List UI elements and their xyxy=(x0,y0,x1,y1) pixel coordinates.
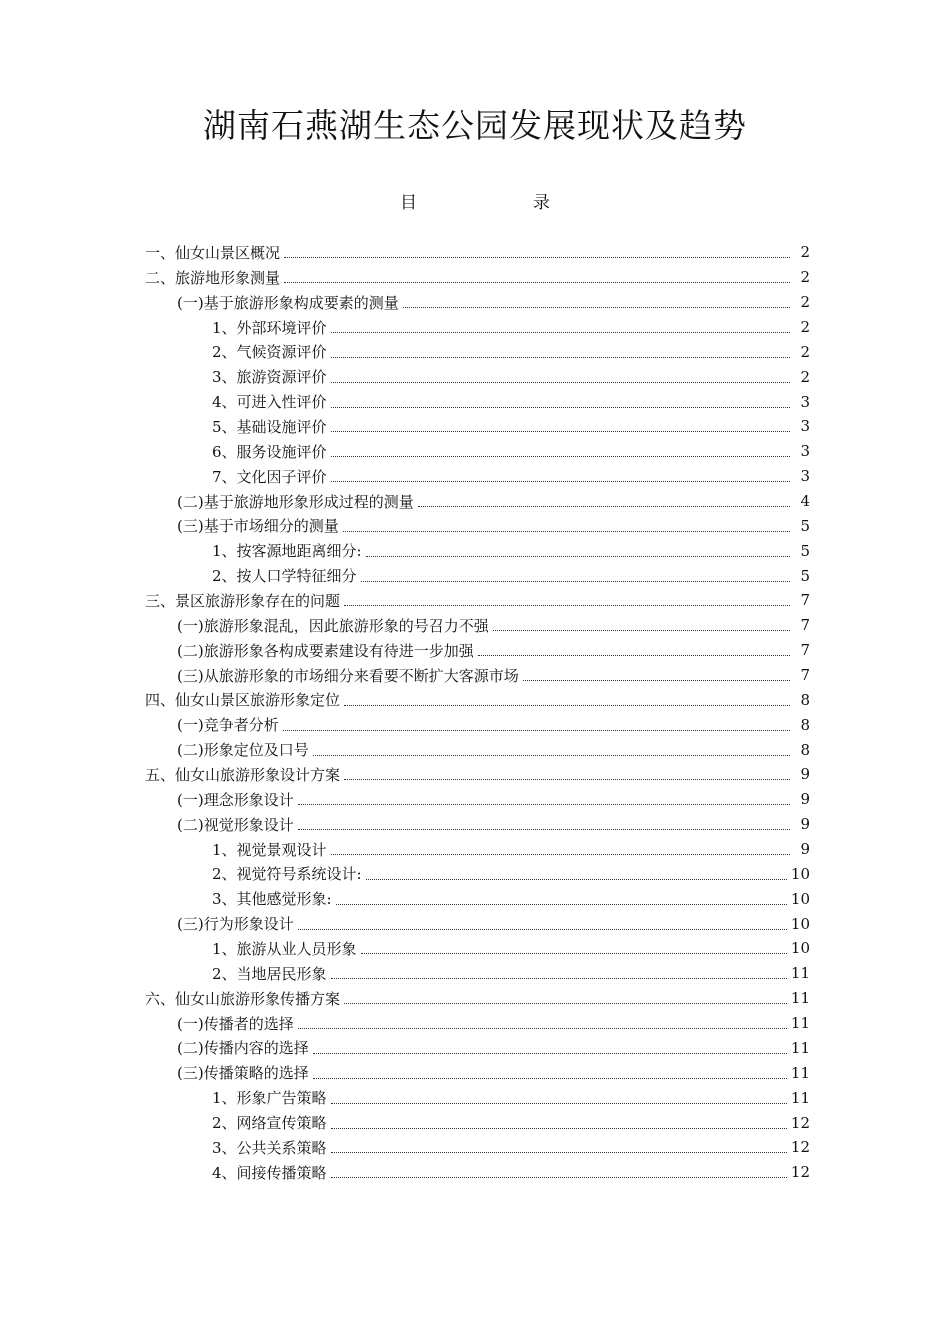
toc-entry-page-number: 8 xyxy=(800,715,810,734)
toc-heading xyxy=(400,188,550,213)
toc-entry[interactable] xyxy=(145,538,810,563)
toc-dot-leader xyxy=(336,903,787,905)
toc-entry-label: 2、当地居民形象 xyxy=(212,964,327,983)
toc-dot-leader xyxy=(331,455,790,457)
toc-heading-char-1: 目 xyxy=(400,193,417,213)
toc-entry-page-number: 11 xyxy=(790,1088,810,1107)
toc-dot-leader xyxy=(283,729,790,731)
toc-entry-label: 2、按人口学特征细分 xyxy=(212,567,357,586)
toc-entry[interactable] xyxy=(145,886,810,911)
toc-dot-leader xyxy=(493,629,790,631)
toc-entry[interactable] xyxy=(145,762,810,787)
toc-dot-leader xyxy=(361,952,787,954)
toc-entry-page-number: 10 xyxy=(790,939,810,958)
document-title: 湖南石燕湖生态公园发展现状及趋势 xyxy=(203,106,747,145)
toc-entry-label: 1、外部环境评价 xyxy=(212,318,327,337)
toc-entry-label: 2、网络宣传策略 xyxy=(212,1114,327,1132)
toc-dot-leader xyxy=(344,1002,787,1004)
toc-entry-page-number: 3 xyxy=(800,417,810,436)
toc-dot-leader xyxy=(331,1176,787,1178)
toc-entry-page-number: 9 xyxy=(800,815,810,834)
toc-entry[interactable] xyxy=(145,1011,810,1036)
toc-entry-label: 三、景区旅游形象存在的问题 xyxy=(145,591,341,610)
toc-entry-label: 4、可进入性评价 xyxy=(212,393,327,412)
toc-entry[interactable] xyxy=(145,712,810,737)
toc-entry[interactable] xyxy=(145,1036,810,1061)
toc-entry[interactable] xyxy=(145,439,810,464)
toc-entry-label: 四、仙女山景区旅游形象定位 xyxy=(145,691,341,710)
toc-entry-page-number: 7 xyxy=(800,591,810,610)
toc-entry[interactable] xyxy=(145,687,810,712)
toc-entry-page-number: 2 xyxy=(800,268,810,287)
toc-entry-page-number: 2 xyxy=(800,367,810,386)
toc-dot-leader xyxy=(298,1027,787,1029)
toc-dot-leader xyxy=(331,406,790,408)
toc-entry[interactable] xyxy=(145,613,810,638)
toc-entry-page-number: 12 xyxy=(790,1163,810,1182)
toc-entry-label: (一)基于旅游形象构成要素的测量 xyxy=(177,293,399,312)
toc-entry-page-number: 11 xyxy=(790,964,810,983)
toc-entry-page-number: 11 xyxy=(790,989,810,1008)
toc-entry[interactable] xyxy=(145,787,810,812)
toc-entry-page-number: 9 xyxy=(800,790,810,809)
toc-entry[interactable] xyxy=(145,837,810,862)
toc-heading-char-2: 录 xyxy=(533,193,550,213)
toc-entry-page-number: 8 xyxy=(800,740,810,759)
toc-entry-label: 2、视觉符号系统设计: xyxy=(212,865,362,884)
toc-entry[interactable] xyxy=(145,812,810,837)
toc-entry[interactable] xyxy=(145,1110,810,1135)
toc-dot-leader xyxy=(313,754,790,756)
toc-dot-leader xyxy=(331,1151,787,1153)
toc-entry[interactable] xyxy=(145,588,810,613)
toc-entry[interactable] xyxy=(145,414,810,439)
toc-entry[interactable] xyxy=(145,861,810,886)
toc-entry-page-number: 2 xyxy=(800,318,810,336)
toc-dot-leader xyxy=(418,505,790,507)
toc-entry-page-number: 12 xyxy=(790,1113,810,1132)
toc-entry-page-number: 9 xyxy=(800,840,810,859)
toc-entry-label: (一)旅游形象混乱，因此旅游形象的号召力不强 xyxy=(177,616,489,635)
toc-entry[interactable] xyxy=(145,290,810,315)
toc-entry-page-number: 7 xyxy=(800,616,810,635)
toc-entry[interactable] xyxy=(145,911,810,936)
toc-entry-label: 1、视觉景观设计 xyxy=(212,840,327,859)
toc-entry-page-number: 2 xyxy=(800,342,810,361)
toc-entry[interactable] xyxy=(145,489,810,514)
toc-entry-page-number: 11 xyxy=(790,1063,810,1082)
toc-entry-label: 1、形象广告策略 xyxy=(212,1089,327,1108)
toc-entry[interactable] xyxy=(145,1060,810,1085)
toc-entry-label: 1、旅游从业人员形象 xyxy=(212,939,357,958)
toc-entry-label: (一)传播者的选择 xyxy=(177,1014,294,1033)
toc-entry-label: 1、按客源地距离细分: xyxy=(212,542,362,561)
toc-dot-leader xyxy=(331,331,790,333)
toc-entry-page-number: 5 xyxy=(800,566,810,585)
toc-dot-leader xyxy=(331,1102,787,1104)
toc-entry-page-number: 7 xyxy=(800,641,810,660)
toc-entry-page-number: 8 xyxy=(800,690,810,709)
toc-dot-leader xyxy=(331,1127,787,1129)
toc-dot-leader xyxy=(344,704,790,706)
toc-dot-leader xyxy=(366,555,790,557)
toc-entry-label: 3、公共关系策略 xyxy=(212,1138,327,1157)
toc-entry-label: 7、文化因子评价 xyxy=(212,467,327,486)
toc-entry[interactable] xyxy=(145,638,810,663)
toc-entry-label: (三)从旅游形象的市场细分来看要不断扩大客源市场 xyxy=(177,666,519,685)
toc-dot-leader xyxy=(298,803,790,805)
toc-dot-leader xyxy=(313,1052,787,1054)
toc-entry[interactable] xyxy=(145,936,810,961)
toc-entry-label: 二、旅游地形象测量 xyxy=(145,268,281,287)
toc-entry[interactable] xyxy=(145,464,810,489)
toc-dot-leader xyxy=(343,530,790,532)
toc-dot-leader xyxy=(331,430,790,432)
toc-entry-label: 六、仙女山旅游形象传播方案 xyxy=(145,989,341,1008)
toc-entry[interactable] xyxy=(145,1085,810,1110)
toc-dot-leader xyxy=(361,580,790,582)
toc-dot-leader xyxy=(331,381,790,383)
toc-entry-label: (一)竞争者分析 xyxy=(177,716,279,735)
toc-entry-page-number: 11 xyxy=(790,1038,810,1057)
toc-entry[interactable] xyxy=(145,737,810,762)
toc-entry[interactable] xyxy=(145,265,810,290)
toc-entry[interactable] xyxy=(145,389,810,414)
toc-entry-page-number: 7 xyxy=(800,666,810,685)
toc-entry-page-number: 3 xyxy=(800,392,810,411)
toc-entry-page-number: 4 xyxy=(800,492,810,511)
toc-entry-page-number: 10 xyxy=(790,864,810,883)
toc-entry-label: (三)行为形象设计 xyxy=(177,915,294,934)
toc-entry[interactable] xyxy=(145,663,810,688)
toc-entry[interactable] xyxy=(145,339,810,364)
toc-dot-leader xyxy=(284,256,790,258)
toc-entry-label: (三)基于市场细分的测量 xyxy=(177,517,339,536)
toc-entry-label: (一)理念形象设计 xyxy=(177,790,294,809)
toc-dot-leader xyxy=(298,828,790,830)
toc-entry-page-number: 9 xyxy=(800,765,810,784)
toc-entry-label: (二)形象定位及口号 xyxy=(177,741,309,760)
toc-entry[interactable] xyxy=(145,563,810,588)
toc-dot-leader xyxy=(331,853,790,855)
toc-entry-label: 4、间接传播策略 xyxy=(212,1163,327,1182)
toc-entry[interactable] xyxy=(145,240,810,265)
toc-dot-leader xyxy=(313,1077,787,1079)
toc-dot-leader xyxy=(344,778,790,780)
toc-entry-label: (二)旅游形象各构成要素建设有待进一步加强 xyxy=(177,641,474,660)
toc-dot-leader xyxy=(331,356,790,358)
toc-entry-page-number: 3 xyxy=(800,442,810,461)
toc-dot-leader xyxy=(331,480,790,482)
table-of-contents xyxy=(145,240,810,1185)
toc-entry[interactable] xyxy=(145,315,810,340)
toc-entry[interactable] xyxy=(145,961,810,986)
toc-dot-leader xyxy=(331,977,787,979)
toc-entry-label: (三)传播策略的选择 xyxy=(177,1064,309,1083)
toc-entry-label: 2、气候资源评价 xyxy=(212,343,327,362)
toc-entry-page-number: 10 xyxy=(790,889,810,908)
toc-dot-leader xyxy=(344,604,790,606)
toc-entry-label: (二)视觉形象设计 xyxy=(177,815,294,834)
toc-entry-label: (二)基于旅游地形象形成过程的测量 xyxy=(177,492,414,511)
toc-entry[interactable] xyxy=(145,1135,810,1160)
toc-dot-leader xyxy=(298,928,787,930)
toc-dot-leader xyxy=(403,306,790,308)
toc-dot-leader xyxy=(523,679,790,681)
toc-entry-label: 3、旅游资源评价 xyxy=(212,368,327,387)
toc-entry-page-number: 12 xyxy=(790,1138,810,1157)
toc-entry-page-number: 5 xyxy=(800,541,810,560)
toc-entry-label: 6、服务设施评价 xyxy=(212,442,327,461)
toc-entry[interactable] xyxy=(145,1160,810,1185)
toc-entry[interactable] xyxy=(145,364,810,389)
toc-entry[interactable] xyxy=(145,986,810,1011)
toc-entry-label: 五、仙女山旅游形象设计方案 xyxy=(145,765,341,784)
toc-entry-page-number: 3 xyxy=(800,467,810,486)
toc-entry[interactable] xyxy=(145,513,810,538)
toc-entry-page-number: 2 xyxy=(800,243,810,262)
toc-entry-page-number: 2 xyxy=(800,293,810,312)
toc-entry-page-number: 5 xyxy=(800,516,810,535)
toc-dot-leader xyxy=(478,654,790,656)
toc-entry-label: 3、其他感觉形象: xyxy=(212,890,332,909)
toc-dot-leader xyxy=(366,878,787,880)
toc-entry-label: 一、仙女山景区概况 xyxy=(145,243,281,262)
toc-entry-page-number: 10 xyxy=(790,914,810,933)
toc-dot-leader xyxy=(284,281,790,283)
toc-entry-label: (二)传播内容的选择 xyxy=(177,1039,309,1058)
toc-entry-page-number: 11 xyxy=(790,1014,810,1033)
toc-entry-label: 5、基础设施评价 xyxy=(212,417,327,436)
